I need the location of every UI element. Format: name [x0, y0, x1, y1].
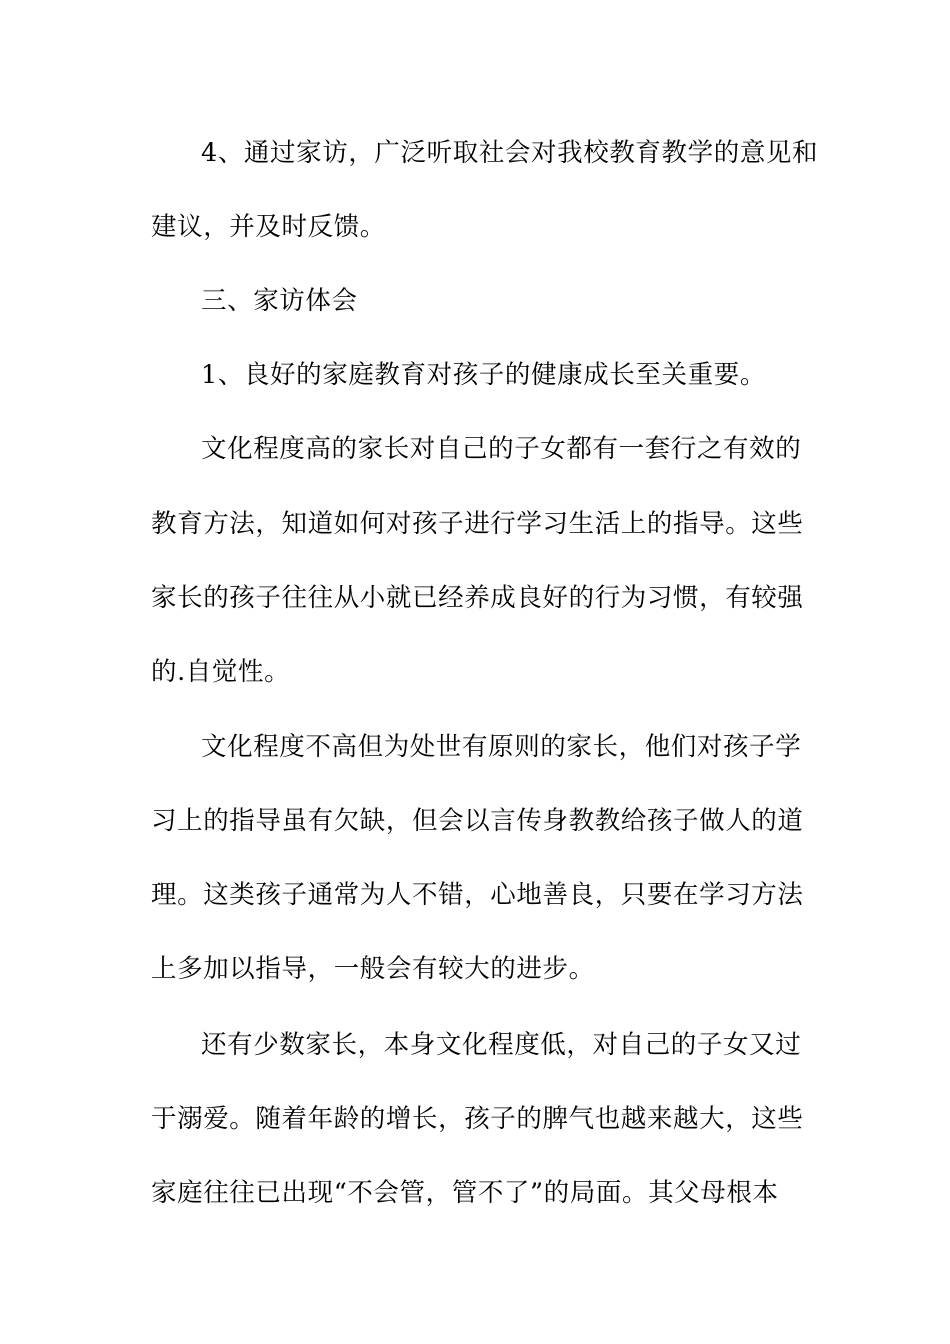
paragraph-a-line-4: 的.自觉性。: [151, 657, 291, 687]
paragraph-c-line-1: 还有少数家长，本身文化程度低，对自己的子女又过: [201, 1030, 802, 1060]
paragraph-c-line-3: 家庭往往已出现“不会管，管不了”的局面。其父母根本: [151, 1178, 779, 1208]
section-heading-3: 三、家访体会: [201, 286, 358, 316]
subheading-1: 1、良好的家庭教育对孩子的健康成长至关重要。: [201, 360, 766, 390]
paragraph-c-line-2: 于溺爱。随着年龄的增长，孩子的脾气也越来越大，这些: [151, 1104, 804, 1134]
paragraph-4-line-2: 建议，并及时反馈。: [151, 212, 386, 242]
paragraph-a-line-3: 家长的孩子往往从小就已经养成良好的行为习惯，有较强: [151, 583, 804, 613]
paragraph-a-line-2: 教育方法，知道如何对孩子进行学习生活上的指导。这些: [151, 509, 804, 539]
paragraph-4-line-1: 4、通过家访，广泛听取社会对我校教育教学的意见和: [201, 138, 819, 168]
paragraph-b-line-3: 理。这类孩子通常为人不错，心地善良，只要在学习方法: [151, 880, 804, 910]
paragraph-b-line-2: 习上的指导虽有欠缺，但会以言传身教教给孩子做人的道: [151, 806, 804, 836]
paragraph-b-line-1: 文化程度不高但为处世有原则的家长，他们对孩子学: [201, 732, 802, 762]
paragraph-b-line-4: 上多加以指导，一般会有较大的进步。: [151, 954, 595, 984]
paragraph-a-line-1: 文化程度高的家长对自己的子女都有一套行之有效的: [201, 434, 802, 464]
